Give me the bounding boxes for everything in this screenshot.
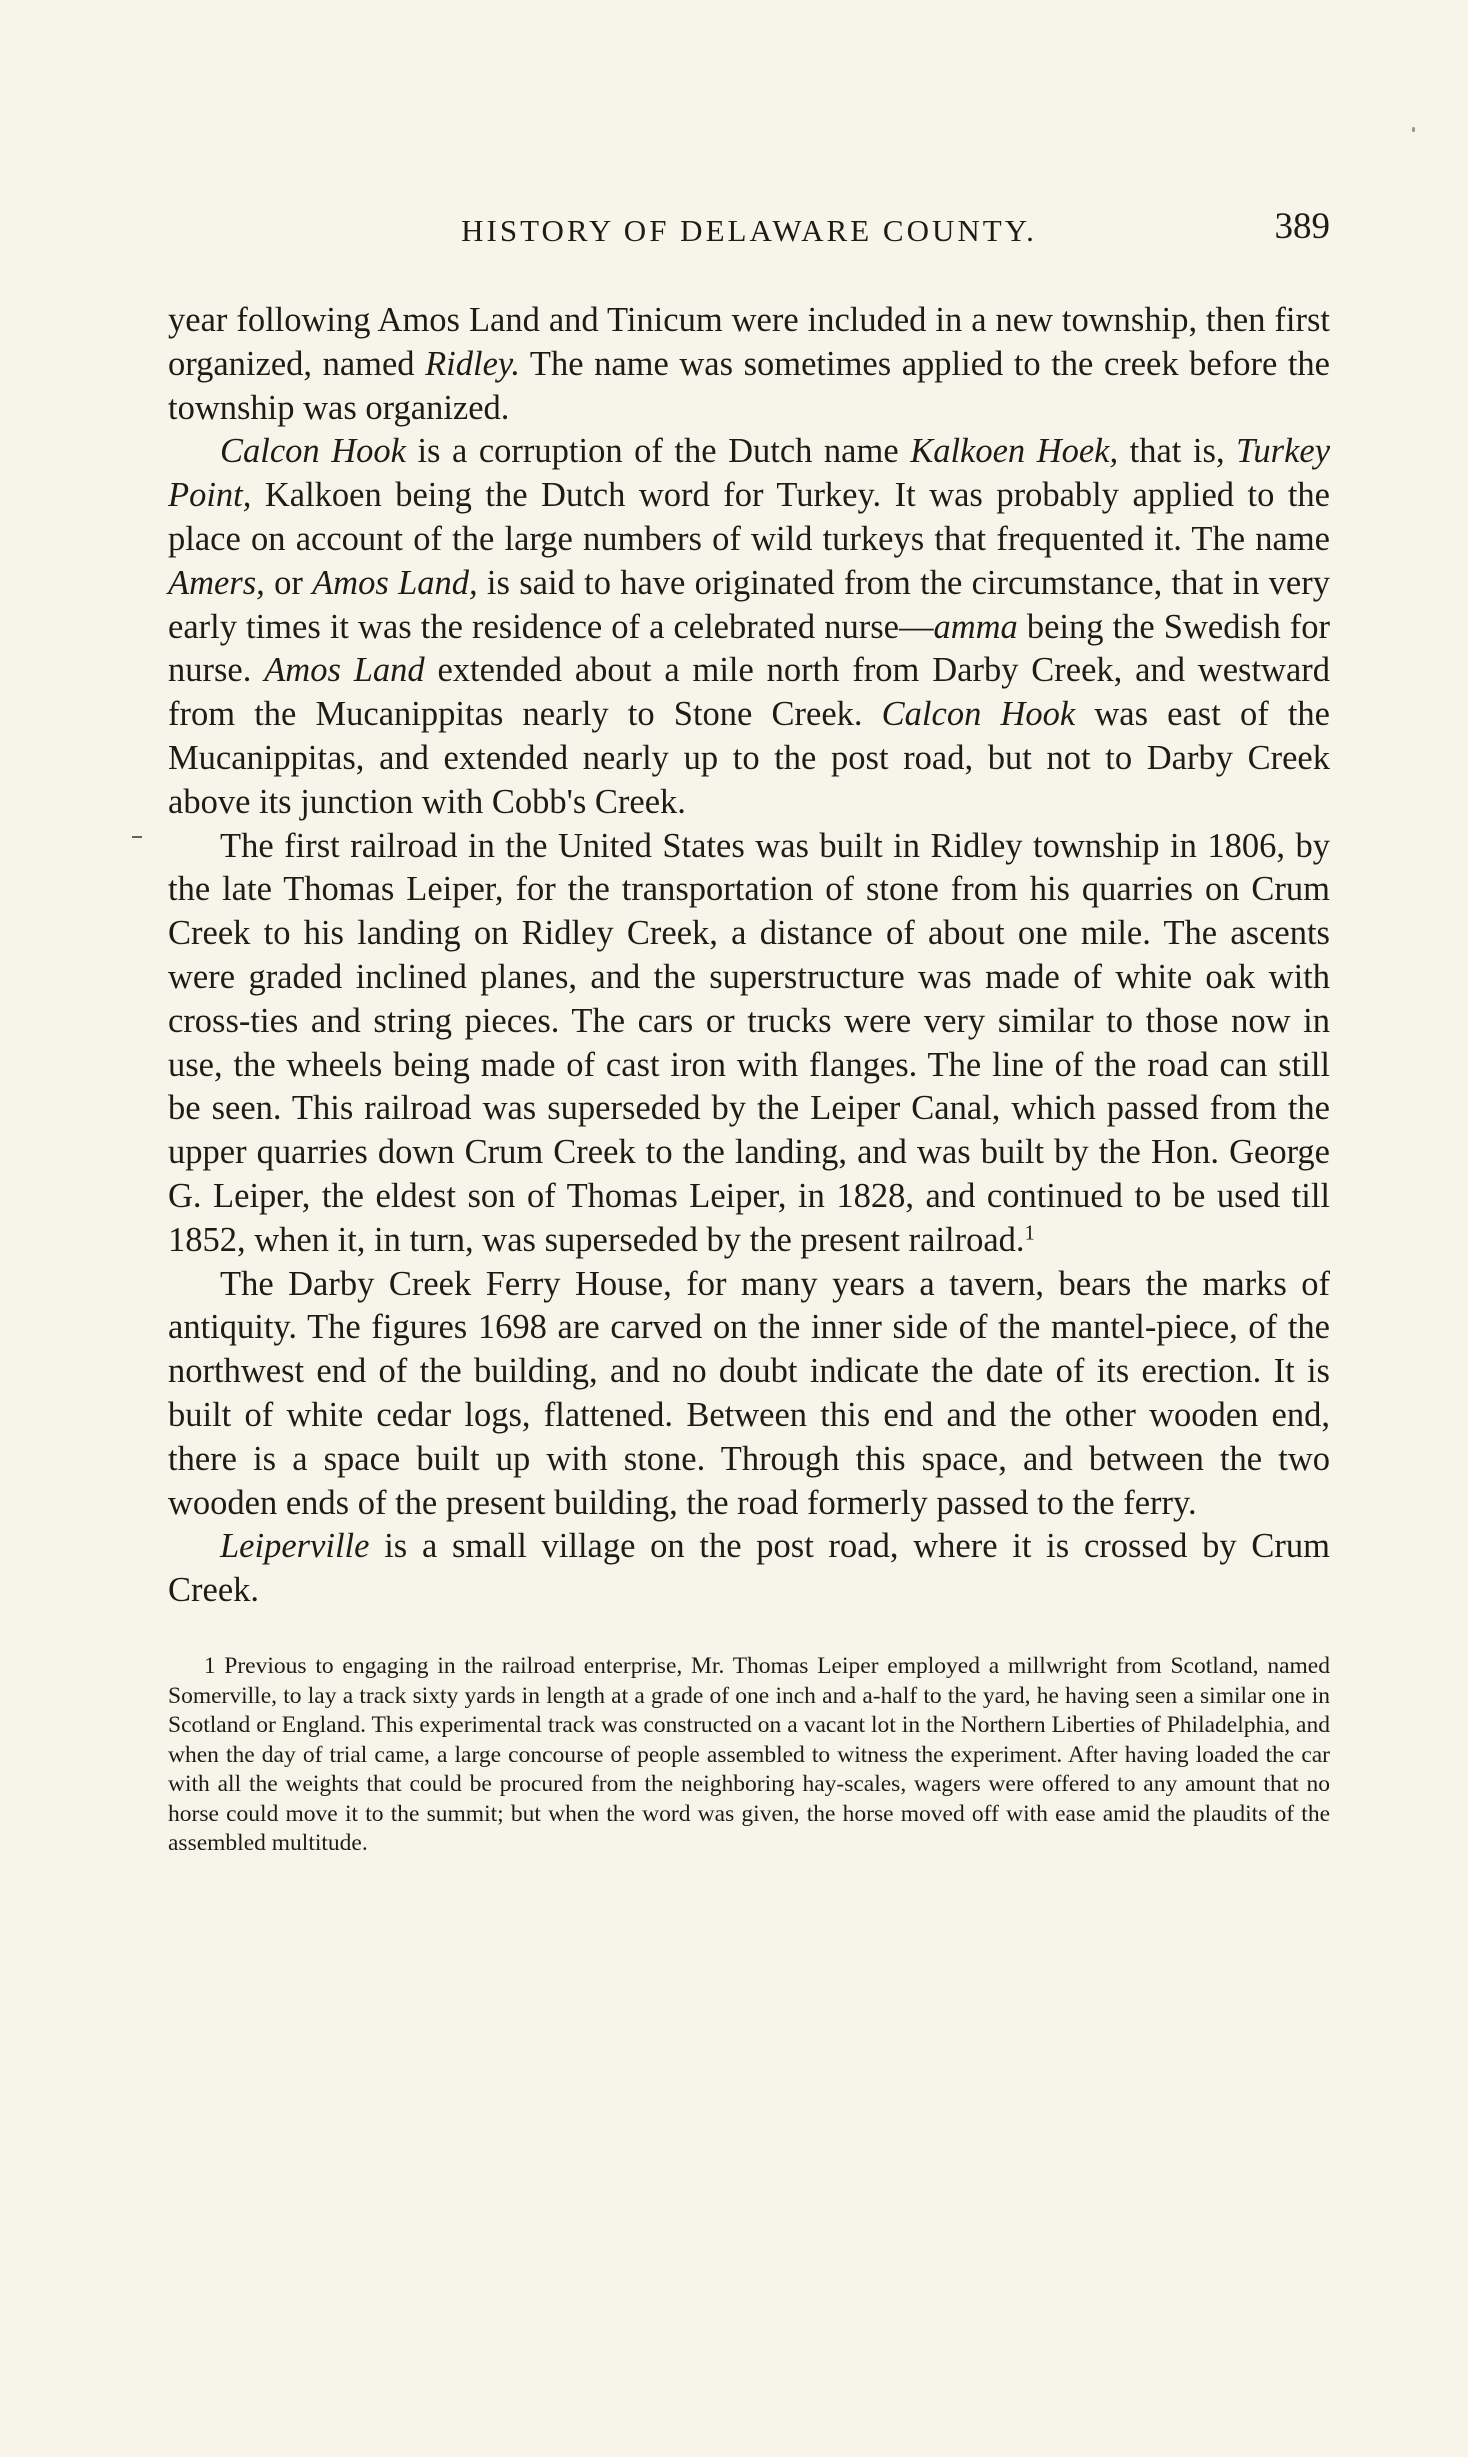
- p2-italic-segment: Calcon Hook: [220, 432, 406, 471]
- p1-text: year following Amos Land and Tinicum were included in a new township, then first organized, named: [168, 301, 1330, 383]
- p5-rest: is a small village on the post road, where it is crossed by Crum Creek.: [168, 1527, 1330, 1610]
- paragraph-first-railroad: [168, 825, 1330, 1263]
- p5-italic: Leiperville: [220, 1527, 370, 1566]
- body-text: [168, 299, 1330, 1613]
- running-title: HISTORY OF DELAWARE COUNTY.: [461, 213, 1037, 248]
- p2-italic-segment: Kalkoen Hoek,: [910, 432, 1119, 471]
- footnote: [168, 1651, 1330, 1859]
- paper-speck: [1412, 127, 1415, 132]
- paragraph-ferry-house: The Darby Creek Ferry House, for many years a tavern, bears the marks of antiquity. The figures 1698 are carved on the inner side of the mantel-piece, of the northwest end of the building, and no doubt indicate the date of its erection. It is built of white cedar logs, flattened. Between this end and the other wooden end, there is a space built up with stone. Through this space, and between the two wooden ends of the present building, the road formerly passed to the ferry.: [168, 1264, 1330, 1522]
- p2-text-segment: is a corruption of the Dutch name: [405, 432, 911, 471]
- p2-italic-segment: Amos Land,: [312, 563, 478, 602]
- p2-text-segment: extended about a mile north from Darby Creek, and westward from the Mucanippitas nearly to Stone Creek.: [168, 651, 1330, 734]
- p2-italic-segment: Amers,: [168, 563, 265, 602]
- p2-text-segment: being the Swedish for nurse.: [168, 607, 1331, 690]
- p1-italic: Ridley.: [425, 344, 520, 383]
- page-number: 389: [1274, 206, 1330, 247]
- p2-italic-segment: Calcon Hook: [881, 695, 1076, 734]
- p2-text-segment: is said to have originated from the circumstance, that in very early times it was the residence of a celebrated nurse—: [168, 563, 1330, 646]
- p2-italic-segment: Turkey Point,: [168, 432, 1331, 515]
- p2-text-segment: that is,: [1118, 432, 1237, 471]
- paragraph-leiperville: [168, 1525, 1330, 1613]
- page-header: [168, 205, 1330, 261]
- p2-text-segment: was east of the Mucanippitas, and extended nearly up to the post road, but not to Darby Creek above its junction with Cobb's Creek.: [168, 695, 1330, 821]
- paragraph-calcon-hook: [168, 430, 1330, 824]
- margin-mark: [132, 836, 142, 838]
- footnote-reference: 1: [1024, 1222, 1035, 1245]
- footnote-text: Previous to engaging in the railroad enterprise, Mr. Thomas Leiper employed a millwright from Scotland, named Somerville, to lay a track sixty yards in length at a grade of one inch and a-half to the yard, he having seen a similar one in Scotland or England. This experimental track was constructed on a vacant lot in the Northern Liberties of Philadelphia, and when the day of trial came, a large concourse of people assembled to witness the experiment. After having loaded the car with all the weights that could be procured from the neighboring hay-scales, wagers were offered to any amount that no horse could move it to the summit; but when the word was given, the horse moved off with ease amid the plaudits of the assembled multitude.: [168, 1652, 1330, 1857]
- p3-text: The first railroad in the United States was built in Ridley township in 1806, by the late Thomas Leiper, for the transportation of stone from his quarries on Crum Creek to his landing on Ridley Creek, a distance of about one mile. The ascents were graded inclined planes, and the superstructure was made of white oak with cross-ties and string pieces. The cars or trucks were very similar to those now in use, the wheels being made of cast iron with flanges. The line of the road can still be seen. This railroad was superseded by the Leiper Canal, which passed from the upper quarries down Crum Creek to the landing, and was built by the Hon. George G. Leiper, the eldest son of Thomas Leiper, in 1828, and continued to be used till 1852, when it, in turn, was superseded by the present railroad.: [168, 826, 1330, 1259]
- paragraph-ridley-township: [168, 299, 1330, 430]
- p1-rest: The name was sometimes applied to the creek before the township was organized.: [168, 344, 1330, 427]
- p2-text-segment: Kalkoen being the Dutch word for Turkey. It was probably applied to the place on account of the large numbers of wild turkeys that frequented it. The name: [168, 476, 1330, 558]
- p2-text-segment: or: [264, 563, 313, 602]
- footnote-marker: 1: [204, 1652, 216, 1678]
- p2-italic-segment: amma: [933, 607, 1018, 646]
- p2-italic-segment: Amos Land: [264, 651, 425, 690]
- book-page: [168, 205, 1330, 1859]
